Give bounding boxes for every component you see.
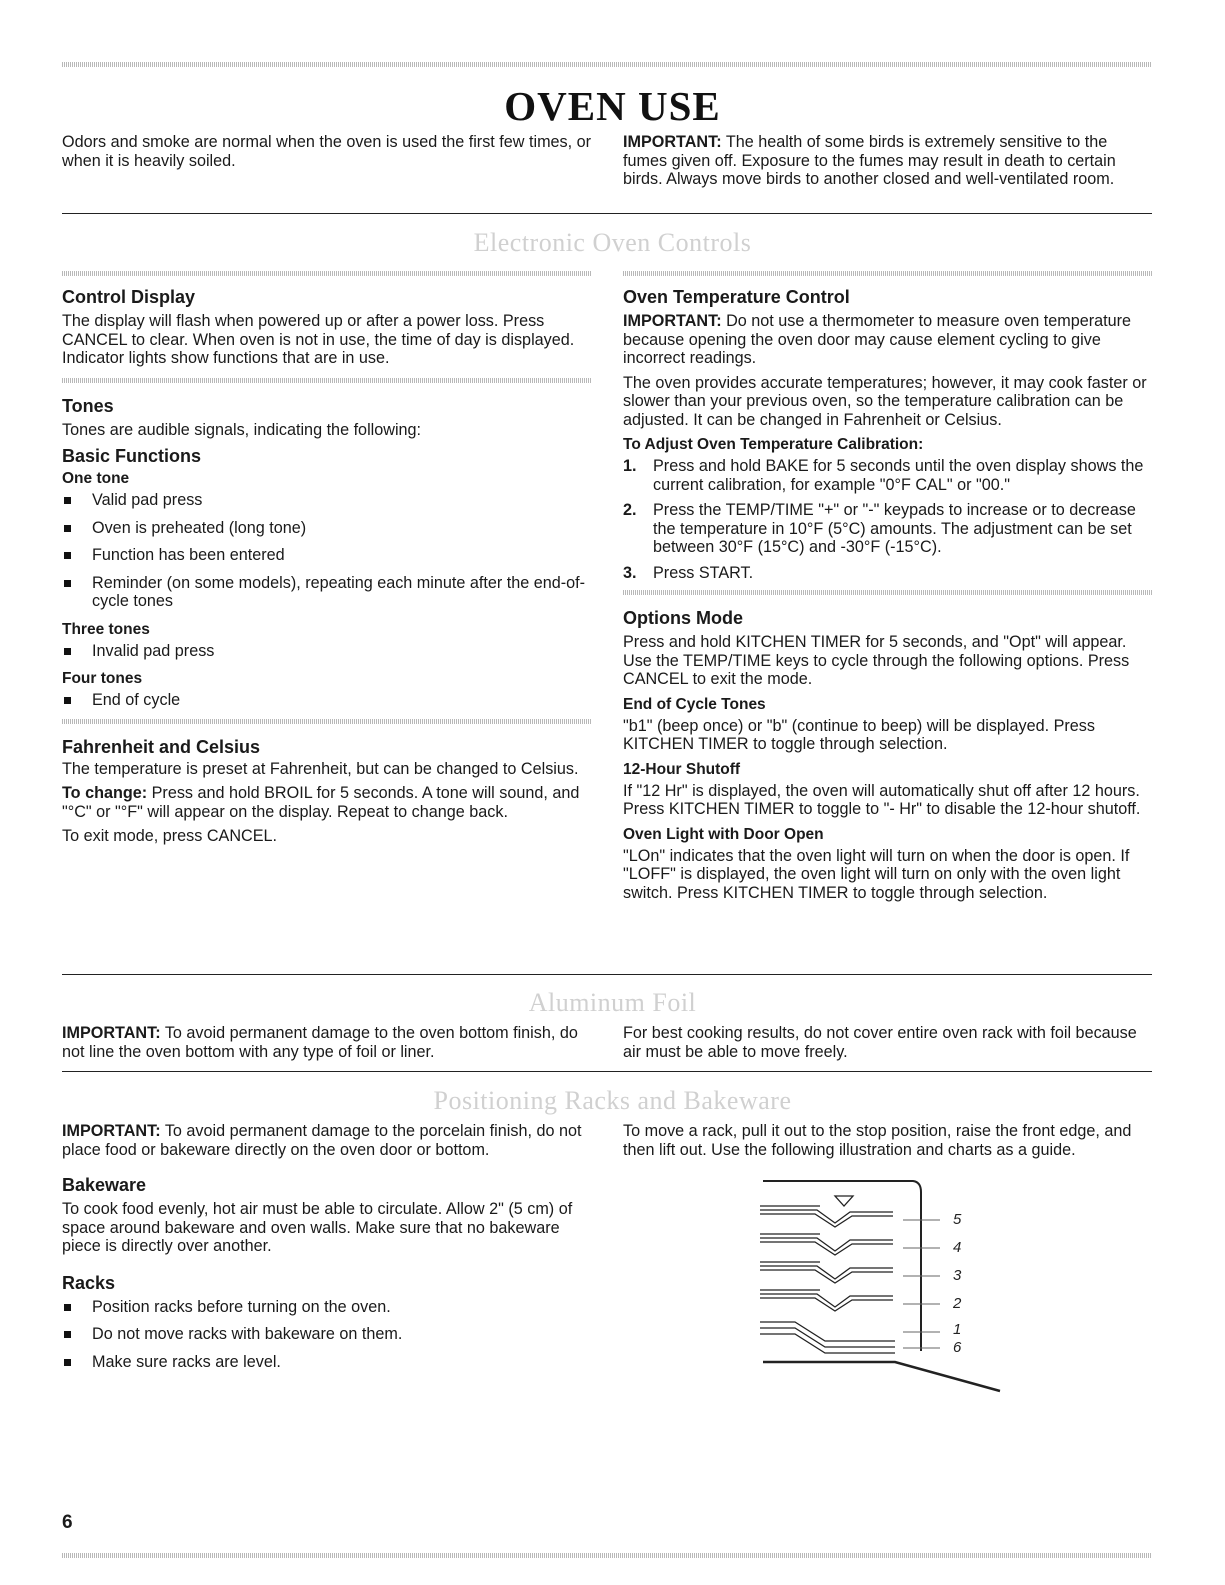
rack-position-label: 2 xyxy=(953,1295,962,1312)
tones-heading: Tones xyxy=(62,395,114,416)
step-item: 2. Press the TEMP/TIME "+" or "-" keypads to increase or to decrease the temperature in 10°F (5°C) amounts. The adjustment can be set between 30°F (15°C) and -30°F (-15°C). xyxy=(623,501,1136,556)
section-title-racks: Positioning Racks and Bakeware xyxy=(433,1086,792,1115)
list-item: Invalid pad press xyxy=(62,642,592,661)
fahrenheit-text: The temperature is preset at Fahrenheit, but can be changed to Celsius. xyxy=(62,759,579,778)
list-item: Position racks before turning on the oven. xyxy=(62,1298,592,1317)
list-item: Oven is preheated (long tone) xyxy=(62,519,592,538)
options-mode-text: Press and hold KITCHEN TIMER for 5 seconds, and "Opt" will appear. Use the TEMP/TIME keys to cycle through the following options. Press CANCEL to exit the mode. xyxy=(623,633,1130,688)
bullet-icon xyxy=(64,497,71,504)
list-item: End of cycle xyxy=(62,691,592,710)
control-display-text: The display will flash when powered up or after a power loss. Press CANCEL to clear. When oven is not in use, the time of day is displayed. Indicator lights show functions that are in use. xyxy=(62,312,575,367)
rack-position-label: 3 xyxy=(953,1267,962,1284)
foil-left xyxy=(62,1024,592,1061)
racks-heading: Racks xyxy=(62,1272,116,1293)
shutoff-heading: 12-Hour Shutoff xyxy=(623,760,741,778)
list-item: Do not move racks with bakeware on them. xyxy=(62,1325,592,1344)
bullet-icon xyxy=(64,1331,71,1338)
adjust-calibration-heading: To Adjust Oven Temperature Calibration: xyxy=(623,436,924,453)
racks-left-column xyxy=(62,1122,592,1380)
rack-lines xyxy=(760,1206,895,1353)
sub-rule xyxy=(62,719,592,724)
important-label: IMPORTANT: xyxy=(623,133,722,151)
step-item: 3. Press START. xyxy=(623,563,754,582)
tones-intro: Tones are audible signals, indicating the following: xyxy=(62,420,422,439)
bullet-icon xyxy=(64,648,71,655)
control-display-heading: Control Display xyxy=(62,287,196,307)
birds-warning-text: The health of some birds is extremely sensitive to the fumes given off. Exposure to the fumes may result in death to certain birds. Always move birds to another closed and well-ventilated room. xyxy=(623,133,1116,188)
section-title-electronic: Electronic Oven Controls xyxy=(473,228,752,257)
oven-temp-important: IMPORTANT: Do not use a thermometer to measure oven temperature because opening the oven door may cause element cycling to give incorrect readings. xyxy=(623,312,1131,367)
bullet-icon xyxy=(64,552,71,559)
end-cycle-text: "b1" (beep once) or "b" (continue to beep) will be displayed. Press KITCHEN TIMER to toggle through selection. xyxy=(623,716,1095,753)
bullet-icon xyxy=(64,580,71,587)
top-decorative-rule xyxy=(62,62,1152,67)
intro-left xyxy=(62,133,592,170)
light-door-text: "LOn" indicates that the oven light will turn on when the door is open. If "LOFF" is displayed, the oven light will turn on only with the oven light switch. Press KITCHEN TIMER to toggle through selection. xyxy=(623,846,1130,902)
rack-position-label: 5 xyxy=(953,1211,962,1228)
foil-important: IMPORTANT: To avoid permanent damage to the oven bottom finish, do not line the oven bottom with any type of foil or liner. xyxy=(62,1024,578,1061)
fahrenheit-celsius-heading: Fahrenheit and Celsius xyxy=(62,736,261,757)
list-item: Function has been entered xyxy=(62,546,592,565)
list-item: Valid pad press xyxy=(62,491,592,510)
list-item: Make sure racks are level. xyxy=(62,1353,592,1372)
three-tones-heading: Three tones xyxy=(62,620,150,638)
oven-door-line xyxy=(763,1362,1000,1391)
racks-list xyxy=(62,1298,592,1372)
sub-rule xyxy=(623,590,1153,595)
bullet-icon xyxy=(64,697,71,704)
electronic-right-column xyxy=(623,271,1153,902)
basic-functions-heading: Basic Functions xyxy=(62,446,202,466)
intro-odors-text: Odors and smoke are normal when the oven is used the first few times, or when it is heavily soiled. xyxy=(62,133,592,170)
sub-rule xyxy=(62,378,592,383)
rack-position-label: 6 xyxy=(953,1339,962,1356)
intro-right xyxy=(623,133,1153,189)
end-cycle-heading: End of Cycle Tones xyxy=(623,695,766,713)
page-title: OVEN USE xyxy=(504,83,721,129)
exit-mode-text: To exit mode, press CANCEL. xyxy=(62,827,278,845)
foil-right xyxy=(623,1024,1153,1061)
sub-rule xyxy=(623,271,1153,276)
section-rule xyxy=(62,974,1152,975)
intro-birds-warning xyxy=(623,133,1153,189)
light-door-heading: Oven Light with Door Open xyxy=(623,825,824,843)
rack-positions-illustration xyxy=(755,1176,1015,1396)
racks-move-text: To move a rack, pull it out to the stop position, raise the front edge, and then lift out. Use the following illustration and charts as a guide. xyxy=(623,1122,1132,1159)
one-tone-heading: One tone xyxy=(62,470,130,487)
bakeware-text: To cook food evenly, hot air must be able to circulate. Allow 2" (5 cm) of space around bakeware and oven walls. Make sure that no bakeware piece is directly over another. xyxy=(62,1200,573,1255)
bottom-decorative-rule xyxy=(62,1553,1152,1558)
electronic-left-column xyxy=(62,271,592,846)
shutoff-text: If "12 Hr" is displayed, the oven will automatically shut off after 12 hours. Press KITCHEN TIMER to toggle to "- Hr" to disable the 12-hour shutoff. xyxy=(623,781,1141,818)
step-item: 1. Press and hold BAKE for 5 seconds until the oven display shows the current calibration, for example "0°F CAL" or "00." xyxy=(623,457,1144,494)
four-tones-heading: Four tones xyxy=(62,670,143,687)
calibration-steps xyxy=(623,457,1153,582)
bakeware-heading: Bakeware xyxy=(62,1175,147,1195)
three-tones-list xyxy=(62,642,592,661)
oven-temp-text: The oven provides accurate temperatures; however, it may cook faster or slower than your previous oven, so the temperature calibration can be adjusted. It can be changed in Fahrenheit or Celsius. xyxy=(623,373,1147,429)
section-title-foil: Aluminum Foil xyxy=(528,988,697,1017)
section-rule xyxy=(62,213,1152,214)
one-tone-list xyxy=(62,491,592,611)
four-tones-list xyxy=(62,691,592,710)
oven-temp-heading: Oven Temperature Control xyxy=(623,287,850,307)
foil-text: For best cooking results, do not cover entire oven rack with foil because air must be able to move freely. xyxy=(623,1024,1137,1061)
page-number: 6 xyxy=(62,1512,73,1533)
section-rule xyxy=(62,1071,1152,1072)
bullet-icon xyxy=(64,1304,71,1311)
list-item: Reminder (on some models), repeating each minute after the end-of-cycle tones xyxy=(62,574,592,611)
bullet-icon xyxy=(64,1359,71,1366)
racks-right-column xyxy=(623,1122,1153,1159)
rack-position-label: 1 xyxy=(953,1321,962,1338)
rack-position-label: 4 xyxy=(953,1239,962,1256)
racks-important: IMPORTANT: To avoid permanent damage to the porcelain finish, do not place food or bakeware directly on the oven door or bottom. xyxy=(62,1122,582,1159)
to-change-text: To change: Press and hold BROIL for 5 seconds. A tone will sound, and "°C" or "°F" will appear on the display. Repeat to change back. xyxy=(62,784,580,821)
sub-rule xyxy=(62,271,592,276)
bullet-icon xyxy=(64,525,71,532)
options-mode-heading: Options Mode xyxy=(623,608,743,628)
oven-light-icon xyxy=(835,1196,853,1206)
